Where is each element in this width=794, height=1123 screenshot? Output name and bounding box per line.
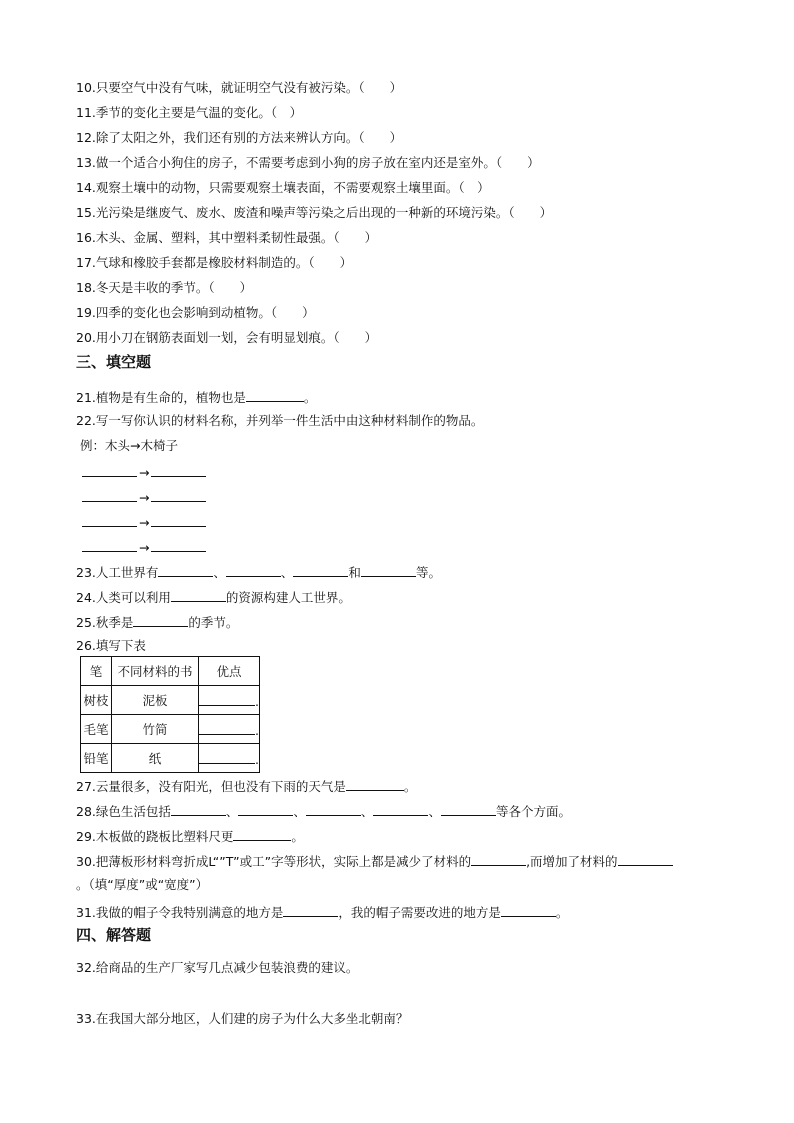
table-cell-pen: 铅笔 [81, 744, 112, 773]
answer-blank[interactable] [151, 463, 206, 477]
answer-blank[interactable] [151, 538, 206, 552]
question-19: 19.四季的变化也会影响到动植物。（ ） [76, 305, 315, 320]
period: . [255, 722, 259, 738]
answer-blank[interactable] [82, 513, 137, 527]
answer-blank[interactable] [618, 852, 673, 866]
question-30-text: 30.把薄板形材料弯折成L“”T”或工”字等形状，实际上都是减少了材料的 [76, 854, 472, 869]
section-title-answer: 四、解答题 [76, 926, 152, 944]
answer-blank[interactable] [471, 852, 526, 866]
table-cell-book: 纸 [112, 744, 199, 773]
period: . [255, 751, 259, 767]
table-header: 笔 [81, 657, 112, 686]
question-30-hint: 。（填“厚度”或“宽度”） [76, 877, 209, 892]
answer-blank[interactable] [233, 827, 291, 841]
question-11: 11.季节的变化主要是气温的变化。（ ） [76, 105, 303, 120]
question-27-text: 27.云量很多，没有阳光，但也没有下雨的天气是 [76, 779, 346, 794]
question-24-text: 24.人类可以利用 [76, 590, 171, 605]
answer-blank[interactable] [199, 692, 255, 706]
question-30 [76, 852, 673, 870]
question-10: 10.只要空气中没有气味，就证明空气没有被污染。（ ） [76, 80, 403, 95]
answer-blank[interactable] [306, 802, 361, 816]
question-22-row [82, 463, 206, 481]
table-cell-answer[interactable] [199, 686, 260, 715]
question-24-end: 的资源构建人工世界。 [225, 590, 351, 605]
question-22-row [82, 513, 206, 531]
answer-blank[interactable] [133, 613, 188, 627]
question-28-text: 28.绿色生活包括 [76, 804, 171, 819]
separator: 、 [213, 565, 226, 580]
question-28-end: 等各个方面。 [495, 804, 571, 819]
question-31-mid: ，我的帽子需要改进的地方是 [338, 905, 501, 920]
question-21-text: 21.植物是有生命的，植物也是 [76, 390, 246, 405]
answer-blank[interactable] [246, 388, 304, 402]
table-header: 不同材料的书 [112, 657, 199, 686]
question-25-text: 25.秋季是 [76, 615, 134, 630]
question-23 [76, 563, 441, 581]
answer-blank[interactable] [171, 802, 226, 816]
answer-blank[interactable] [158, 563, 213, 577]
question-26-table [80, 656, 260, 773]
question-29-text: 29.木板做的跷板比塑料尺更 [76, 829, 234, 844]
question-18: 18.冬天是丰收的季节。（ ） [76, 280, 253, 295]
question-31-text: 31.我做的帽子令我特别满意的地方是 [76, 905, 284, 920]
table-cell-answer[interactable] [199, 715, 260, 744]
question-14: 14.观察土壤中的动物，只需要观察土壤表面，不需要观察土壤里面。（ ） [76, 180, 490, 195]
answer-blank[interactable] [199, 750, 255, 764]
answer-blank[interactable] [441, 802, 496, 816]
answer-blank[interactable] [283, 903, 338, 917]
question-23-end: 等。 [415, 565, 441, 580]
arrow-icon: → [139, 465, 150, 480]
question-20: 20.用小刀在钢筋表面划一划，会有明显划痕。（ ） [76, 330, 378, 345]
question-31 [76, 903, 568, 921]
answer-blank[interactable] [151, 488, 206, 502]
answer-blank[interactable] [346, 777, 404, 791]
arrow-icon: → [139, 515, 150, 530]
question-32: 32.给商品的生产厂家写几点减少包装浪费的建议。 [76, 960, 359, 975]
question-13: 13.做一个适合小狗住的房子，不需要考虑到小狗的房子放在室内还是室外。（ ） [76, 155, 540, 170]
answer-blank[interactable] [151, 513, 206, 527]
separator: 、 [280, 565, 294, 580]
question-30-mid: ,而增加了材料的 [526, 854, 618, 869]
table-cell-book: 竹简 [112, 715, 199, 744]
separator: 、 [360, 804, 374, 819]
question-24 [76, 588, 351, 606]
answer-blank[interactable] [238, 802, 293, 816]
question-29-end: 。 [291, 829, 304, 844]
question-22-row [82, 488, 206, 506]
question-23-text: 23.人工世界有 [76, 565, 159, 580]
separator: 、 [293, 804, 306, 819]
question-22-row [82, 538, 206, 556]
table-cell-book: 泥板 [112, 686, 199, 715]
table-row [81, 744, 260, 773]
answer-blank[interactable] [226, 563, 281, 577]
answer-blank[interactable] [501, 903, 556, 917]
question-25 [76, 613, 238, 631]
question-22-example: 例：木头→木椅子 [80, 438, 178, 453]
question-27 [76, 777, 416, 795]
question-29 [76, 827, 304, 845]
question-28 [76, 802, 571, 820]
answer-blank[interactable] [82, 463, 137, 477]
answer-blank[interactable] [82, 488, 137, 502]
question-17: 17.气球和橡胶手套都是橡胶材料制造的。（ ） [76, 255, 353, 270]
question-27-end: 。 [403, 779, 417, 794]
question-12: 12.除了太阳之外，我们还有别的方法来辨认方向。（ ） [76, 130, 403, 145]
answer-blank[interactable] [293, 563, 348, 577]
answer-blank[interactable] [361, 563, 416, 577]
question-16: 16.木头、金属、塑料，其中塑料柔韧性最强。（ ） [76, 230, 378, 245]
answer-blank[interactable] [199, 721, 255, 735]
question-21 [76, 388, 316, 406]
answer-blank[interactable] [82, 538, 137, 552]
section-title-fill-blank: 三、填空题 [76, 353, 152, 371]
question-21-end: 。 [303, 390, 317, 405]
question-25-end: 的季节。 [188, 615, 239, 630]
arrow-icon: → [139, 490, 150, 505]
answer-blank[interactable] [171, 588, 226, 602]
table-row [81, 686, 260, 715]
question-31-end: 。 [555, 905, 569, 920]
arrow-icon: → [139, 540, 150, 555]
question-15: 15.光污染是继废气、废水、废渣和噪声等污染之后出现的一种新的环境污染。（ ） [76, 205, 553, 220]
table-cell-pen: 毛笔 [81, 715, 112, 744]
period: . [255, 693, 259, 709]
table-header-row [81, 657, 260, 686]
table-cell-pen: 树枝 [81, 686, 112, 715]
question-22: 22.写一写你认识的材料名称，并列举一件生活中由这种材料制作的物品。 [76, 413, 484, 428]
question-26: 26.填写下表 [76, 638, 146, 653]
table-row [81, 715, 260, 744]
separator: 、 [428, 804, 441, 819]
conjunction: 和 [348, 565, 361, 580]
table-cell-answer[interactable] [199, 744, 260, 773]
separator: 、 [225, 804, 239, 819]
answer-blank[interactable] [373, 802, 428, 816]
question-33: 33.在我国大部分地区，人们建的房子为什么大多坐北朝南？ [76, 1011, 409, 1026]
table-header: 优点 [199, 657, 260, 686]
